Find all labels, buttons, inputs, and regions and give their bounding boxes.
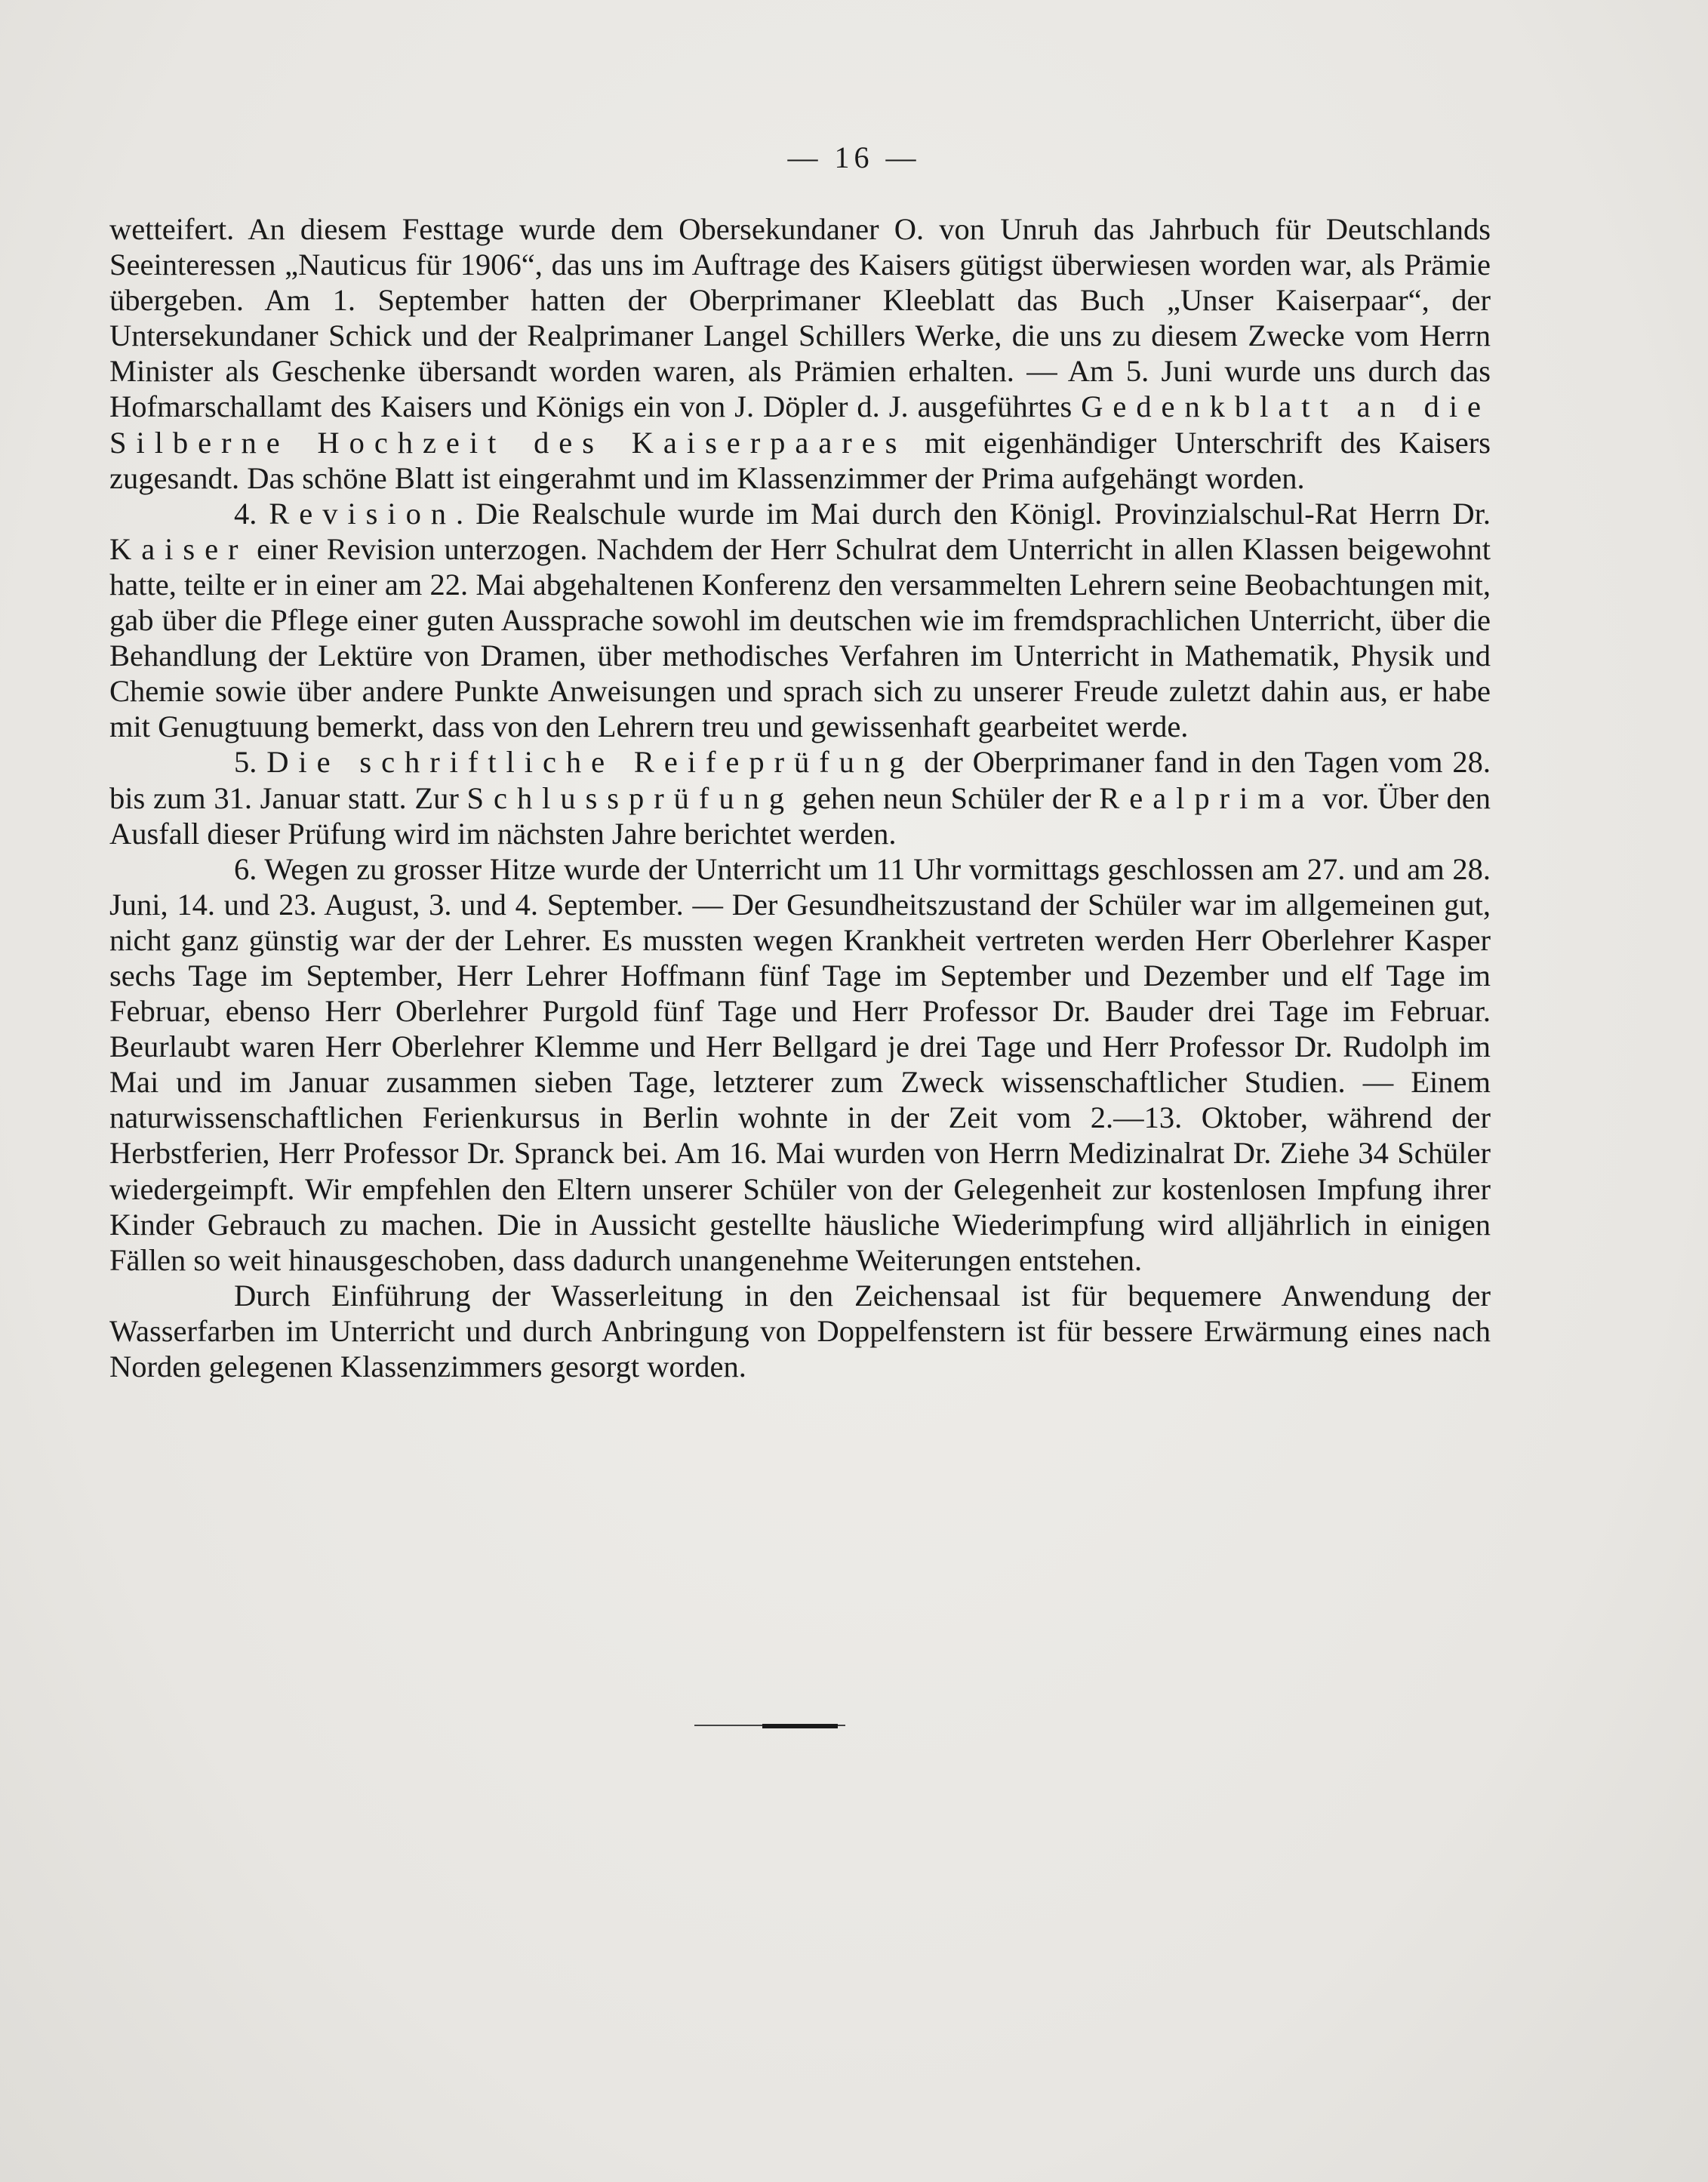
- paragraph-facilities: [109, 1278, 1491, 1384]
- text-segment: 4.: [234, 496, 269, 531]
- spaced-emphasis: Kaiser: [109, 531, 248, 566]
- spaced-emphasis: Realprima: [1099, 780, 1315, 815]
- text-segment: mit eigenhändiger Unterschrift des Kaisers zugesandt. Das schöne Blatt ist eingerahmt und im Klassenzimmer der Prima aufgehängt worden.: [109, 425, 1491, 495]
- text-segment: 6. Wegen zu grosser Hitze wurde der Unterricht um 11 Uhr vormittags geschlossen am 27. und am 28. Juni, 14. und 23. August, 3. und 4. September. — Der Gesundheitszustand der Schüler war im allgemeinen gut, nicht ganz günstig war der der Lehrer. Es mussten wegen Krankheit vertreten werden Herr Oberlehrer Kasper sechs Tage im September, Herr Lehrer Hoffmann fünf Tage im September und Dezember und elf Tage im Februar, ebenso Herr Oberlehrer Purgold fünf Tage und Herr Professor Dr. Bauder drei Tage im Februar. Beurlaubt waren Herr Oberlehrer Klemme und Herr Bellgard je drei Tage und Herr Professor Dr. Rudolph im Mai und im Januar zusammen sieben Tage, letzterer zum Zweck wissenschaftlicher Studien. — Einem naturwissenschaftlichen Ferienkursus in Berlin wohnte in der Zeit vom 2.—13. Oktober, während der Herbstferien, Herr Professor Dr. Spranck bei. Am 16. Mai wurden von Herrn Medizinalrat Dr. Ziehe 34 Schüler wiedergeimpft. Wir empfehlen den Eltern unserer Schüler von der Gelegenheit zur kostenlosen Impfung ihrer Kinder Gebrauch zu machen. Die in Aussicht gestellte häusliche Wiederimpfung wird alljährlich in einigen Fällen so weit hinausgeschoben, dass dadurch unangenehme Weiterungen entstehen.: [109, 851, 1491, 1277]
- section-end-rule-bold: [762, 1724, 838, 1728]
- text-segment: 5.: [234, 745, 267, 780]
- text-segment: einer Revision unterzogen. Nachdem der Herr Schulrat dem Unterricht in allen Klassen beigewohnt hatte, teilte er in einer am 22. Mai abgehaltenen Konferenz den versammelten Lehrern seine Beobachtungen mit, gab über die Pflege einer guten Aussprache sowohl im deutschen wie im fremdsprachlichen Unterricht, über die Behandlung der Lektüre von Dramen, über methodisches Verfahren im Unterricht in Mathematik, Physik und Chemie sowie über andere Punkte Anweisungen und sprach sich zu unserer Freude zuletzt dahin aus, er habe mit Genugtuung bemerkt, dass von den Lehrern treu und gewissenhaft gearbeitet werde.: [109, 531, 1491, 744]
- spaced-emphasis: Die schriftliche Reifeprüfung: [266, 745, 915, 780]
- body-text: [109, 211, 1491, 1384]
- spaced-emphasis: Schlussprüfung: [466, 780, 794, 815]
- paragraph-prize-awards: [109, 211, 1491, 496]
- paragraph-health: [109, 851, 1491, 1278]
- page-number: — 16 —: [787, 140, 921, 174]
- text-segment: der Oberprimaner fand in den Tagen vom 28. bis zum 31. Januar statt. Zur: [109, 745, 1491, 815]
- paragraph-revision: [109, 496, 1491, 745]
- text-segment: Durch Einführung der Wasserleitung in den Zeichensaal ist für bequemere Anwendung der Wasserfarben im Unterricht und durch Anbringung von Doppelfenstern ist für bessere Erwärmung eines nach Norden gelegenen Klassenzimmers gesorgt worden.: [109, 1278, 1491, 1383]
- spaced-emphasis: Gedenkblatt an die Silberne Hochzeit des Kaiserpaares: [109, 389, 1491, 460]
- text-segment: vor. Über den Ausfall dieser Prüfung wird im nächsten Jahre berichtet werden.: [109, 780, 1491, 851]
- text-segment: gehen neun Schüler der: [793, 780, 1100, 815]
- paragraph-final-exam: [109, 744, 1491, 851]
- text-segment: wetteifert. An diesem Festtage wurde dem Obersekundaner O. von Unruh das Jahrbuch für Deutschlands Seeinteressen „Nauticus für 1906“, das uns im Auftrage des Kaisers gütigst überwiesen worden war, als Prämie übergeben. Am 1. September hatten der Oberprimaner Kleeblatt das Buch „Unser Kaiserpaar“, der Untersekundaner Schick und der Realprimaner Langel Schillers Werke, die uns zu diesem Zwecke vom Herrn Minister als Geschenke übersandt worden waren, als Prämien erhalten. — Am 5. Juni wurde uns durch das Hofmarschallamt des Kaisers und Königs ein von J. Döpler d. J. ausgeführtes: [109, 212, 1491, 424]
- text-segment: . Die Realschule wurde im Mai durch den Königl. Provinzialschul-Rat Herrn Dr.: [456, 496, 1491, 531]
- spaced-emphasis: Revision: [269, 496, 457, 531]
